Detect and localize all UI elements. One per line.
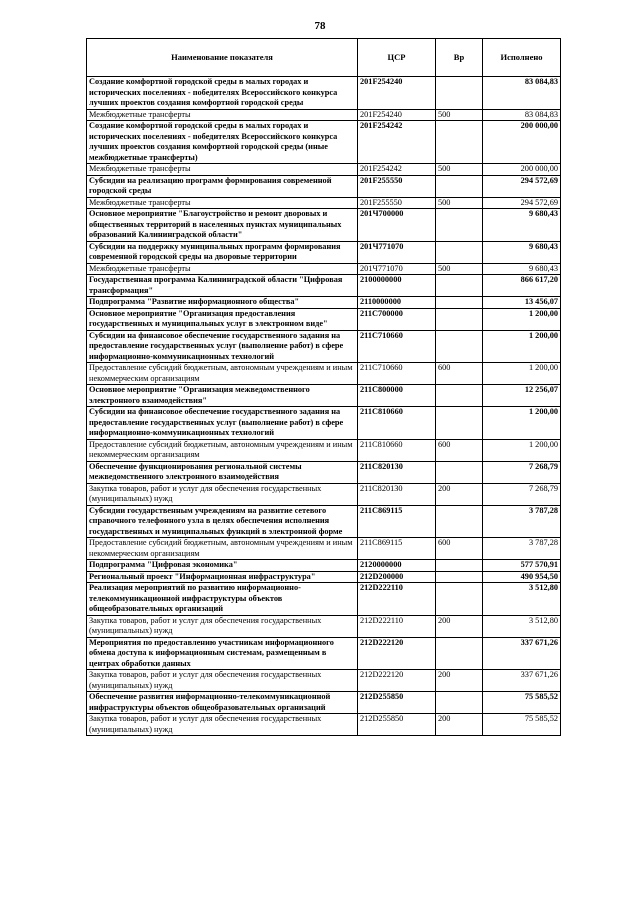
row-vr-cell bbox=[436, 275, 483, 297]
row-done-cell: 294 572,69 bbox=[483, 175, 561, 197]
row-name-cell: Обеспечение функционирования региональной системы межведомственного электронного взаимодействия bbox=[87, 461, 358, 483]
row-csr-cell: 212D255850 bbox=[358, 714, 436, 736]
row-done-cell: 1 200,00 bbox=[483, 330, 561, 363]
header-name: Наименование показателя bbox=[87, 39, 358, 77]
row-name-cell: Предоставление субсидий бюджетным, автономным учреждениям и иным некоммерческим организациям bbox=[87, 439, 358, 461]
table-row bbox=[87, 483, 561, 505]
row-done-cell: 3 512,80 bbox=[483, 615, 561, 637]
row-vr-cell bbox=[436, 121, 483, 164]
row-done-cell: 3 787,28 bbox=[483, 505, 561, 538]
row-vr-cell bbox=[436, 241, 483, 263]
row-name-cell: Создание комфортной городской среды в малых городах и исторических поселениях - победителях Всероссийского конкурса лучших проектов создания комфортной городской среды (иные межбюджетные трансферты) bbox=[87, 121, 358, 164]
table-row bbox=[87, 615, 561, 637]
row-vr-cell: 200 bbox=[436, 615, 483, 637]
row-csr-cell: 201F254240 bbox=[358, 109, 436, 121]
table-row bbox=[87, 505, 561, 538]
table-row bbox=[87, 175, 561, 197]
row-vr-cell bbox=[436, 583, 483, 616]
row-vr-cell bbox=[436, 175, 483, 197]
table-row bbox=[87, 461, 561, 483]
row-csr-cell: 201Ч771070 bbox=[358, 263, 436, 275]
row-done-cell: 1 200,00 bbox=[483, 439, 561, 461]
row-vr-cell: 200 bbox=[436, 483, 483, 505]
table-row bbox=[87, 670, 561, 692]
row-csr-cell: 211С810660 bbox=[358, 407, 436, 440]
table-row bbox=[87, 439, 561, 461]
table-row bbox=[87, 164, 561, 176]
row-done-cell: 577 570,91 bbox=[483, 560, 561, 572]
row-done-cell: 13 456,07 bbox=[483, 297, 561, 309]
row-name-cell: Предоставление субсидий бюджетным, автономным учреждениям и иным некоммерческим организациям bbox=[87, 363, 358, 385]
table-row bbox=[87, 385, 561, 407]
row-vr-cell: 500 bbox=[436, 109, 483, 121]
row-done-cell: 3 787,28 bbox=[483, 538, 561, 560]
table-row bbox=[87, 209, 561, 242]
table-row bbox=[87, 637, 561, 670]
row-csr-cell: 211С810660 bbox=[358, 439, 436, 461]
row-csr-cell: 211С820130 bbox=[358, 483, 436, 505]
table-row bbox=[87, 692, 561, 714]
row-csr-cell: 212D222120 bbox=[358, 670, 436, 692]
table-row bbox=[87, 109, 561, 121]
table-row bbox=[87, 571, 561, 583]
row-name-cell: Межбюджетные трансферты bbox=[87, 164, 358, 176]
row-csr-cell: 212D255850 bbox=[358, 692, 436, 714]
row-vr-cell: 600 bbox=[436, 439, 483, 461]
header-done: Исполнено bbox=[483, 39, 561, 77]
row-csr-cell: 201F254242 bbox=[358, 121, 436, 164]
row-vr-cell bbox=[436, 461, 483, 483]
row-name-cell: Основное мероприятие "Благоустройство и ремонт дворовых и общественных территорий в населенных пунктах муниципальных образований Калининградской области" bbox=[87, 209, 358, 242]
row-name-cell: Межбюджетные трансферты bbox=[87, 197, 358, 209]
row-done-cell: 9 680,43 bbox=[483, 241, 561, 263]
row-vr-cell: 500 bbox=[436, 263, 483, 275]
table-row bbox=[87, 263, 561, 275]
row-name-cell: Подпрограмма "Цифровая экономика" bbox=[87, 560, 358, 572]
row-done-cell: 1 200,00 bbox=[483, 308, 561, 330]
table-row bbox=[87, 407, 561, 440]
row-vr-cell bbox=[436, 308, 483, 330]
row-vr-cell bbox=[436, 407, 483, 440]
row-csr-cell: 2100000000 bbox=[358, 275, 436, 297]
row-vr-cell: 200 bbox=[436, 714, 483, 736]
row-done-cell: 75 585,52 bbox=[483, 714, 561, 736]
row-vr-cell: 600 bbox=[436, 538, 483, 560]
row-name-cell: Мероприятия по предоставлению участникам информационного обмена доступа к информационным системам, размещенным в центрах обработки данных bbox=[87, 637, 358, 670]
row-name-cell: Обеспечение развития информационно-телекоммуникационной инфраструктуры объектов общеобразовательных организаций bbox=[87, 692, 358, 714]
page-number: 78 bbox=[314, 20, 326, 32]
row-csr-cell: 201F254240 bbox=[358, 77, 436, 110]
table-row bbox=[87, 538, 561, 560]
table-row bbox=[87, 121, 561, 164]
row-csr-cell: 212D222110 bbox=[358, 583, 436, 616]
row-vr-cell bbox=[436, 77, 483, 110]
row-vr-cell: 200 bbox=[436, 670, 483, 692]
row-vr-cell bbox=[436, 385, 483, 407]
row-name-cell: Закупка товаров, работ и услуг для обеспечения государственных (муниципальных) нужд bbox=[87, 670, 358, 692]
row-done-cell: 200 000,00 bbox=[483, 164, 561, 176]
row-name-cell: Межбюджетные трансферты bbox=[87, 109, 358, 121]
row-csr-cell: 201Ч700000 bbox=[358, 209, 436, 242]
header-csr: ЦСР bbox=[358, 39, 436, 77]
table-header-row bbox=[87, 39, 561, 77]
budget-execution-table bbox=[86, 38, 561, 736]
row-vr-cell: 600 bbox=[436, 363, 483, 385]
row-done-cell: 12 256,07 bbox=[483, 385, 561, 407]
table-row bbox=[87, 583, 561, 616]
row-csr-cell: 211С710660 bbox=[358, 363, 436, 385]
row-done-cell: 83 084,83 bbox=[483, 77, 561, 110]
row-done-cell: 75 585,52 bbox=[483, 692, 561, 714]
table-row bbox=[87, 714, 561, 736]
row-csr-cell: 201F255550 bbox=[358, 175, 436, 197]
row-csr-cell: 212D222110 bbox=[358, 615, 436, 637]
row-vr-cell bbox=[436, 571, 483, 583]
row-vr-cell bbox=[436, 505, 483, 538]
row-name-cell: Региональный проект "Информационная инфраструктура" bbox=[87, 571, 358, 583]
table-row bbox=[87, 241, 561, 263]
row-vr-cell bbox=[436, 209, 483, 242]
row-name-cell: Подпрограмма "Развитие информационного общества" bbox=[87, 297, 358, 309]
row-vr-cell bbox=[436, 637, 483, 670]
row-csr-cell: 201Ч771070 bbox=[358, 241, 436, 263]
row-name-cell: Субсидии на финансовое обеспечение государственного задания на предоставление государственных услуг (выполнение работ) в сфере информационно-коммуникационных технологий bbox=[87, 407, 358, 440]
row-vr-cell bbox=[436, 692, 483, 714]
table-body bbox=[87, 77, 561, 736]
row-name-cell: Субсидии на финансовое обеспечение государственного задания на предоставление государственных услуг (выполнение работ) в сфере информационно-коммуникационных технологий bbox=[87, 330, 358, 363]
row-done-cell: 294 572,69 bbox=[483, 197, 561, 209]
table-row bbox=[87, 363, 561, 385]
table-row bbox=[87, 197, 561, 209]
row-csr-cell: 211С800000 bbox=[358, 385, 436, 407]
row-name-cell: Реализация мероприятий по развитию информационно-телекоммуникационной инфраструктуры объектов общеобразовательных организаций bbox=[87, 583, 358, 616]
row-name-cell: Закупка товаров, работ и услуг для обеспечения государственных (муниципальных) нужд bbox=[87, 483, 358, 505]
table-row bbox=[87, 560, 561, 572]
row-vr-cell bbox=[436, 330, 483, 363]
row-csr-cell: 212D222120 bbox=[358, 637, 436, 670]
table-row bbox=[87, 275, 561, 297]
row-vr-cell: 500 bbox=[436, 164, 483, 176]
row-name-cell: Основное мероприятие "Организация межведомственного электронного взаимодействия" bbox=[87, 385, 358, 407]
table-row bbox=[87, 297, 561, 309]
row-done-cell: 337 671,26 bbox=[483, 637, 561, 670]
row-csr-cell: 201F254242 bbox=[358, 164, 436, 176]
row-done-cell: 7 268,79 bbox=[483, 461, 561, 483]
row-csr-cell: 211С869115 bbox=[358, 538, 436, 560]
row-csr-cell: 2120000000 bbox=[358, 560, 436, 572]
row-csr-cell: 211С869115 bbox=[358, 505, 436, 538]
table-row bbox=[87, 308, 561, 330]
row-name-cell: Государственная программа Калининградской области "Цифровая трансформация" bbox=[87, 275, 358, 297]
row-vr-cell: 500 bbox=[436, 197, 483, 209]
row-done-cell: 200 000,00 bbox=[483, 121, 561, 164]
table-row bbox=[87, 77, 561, 110]
row-name-cell: Предоставление субсидий бюджетным, автономным учреждениям и иным некоммерческим организациям bbox=[87, 538, 358, 560]
row-csr-cell: 2110000000 bbox=[358, 297, 436, 309]
row-csr-cell: 212D200000 bbox=[358, 571, 436, 583]
row-done-cell: 7 268,79 bbox=[483, 483, 561, 505]
row-done-cell: 9 680,43 bbox=[483, 263, 561, 275]
row-name-cell: Закупка товаров, работ и услуг для обеспечения государственных (муниципальных) нужд bbox=[87, 714, 358, 736]
row-name-cell: Субсидии на реализацию программ формирования современной городской среды bbox=[87, 175, 358, 197]
row-name-cell: Основное мероприятие "Организация предоставления государственных и муниципальных услуг в электронном виде" bbox=[87, 308, 358, 330]
row-done-cell: 490 954,50 bbox=[483, 571, 561, 583]
row-csr-cell: 211С820130 bbox=[358, 461, 436, 483]
row-csr-cell: 211С700000 bbox=[358, 308, 436, 330]
row-done-cell: 1 200,00 bbox=[483, 407, 561, 440]
row-csr-cell: 201F255550 bbox=[358, 197, 436, 209]
row-done-cell: 1 200,00 bbox=[483, 363, 561, 385]
row-vr-cell bbox=[436, 297, 483, 309]
row-done-cell: 9 680,43 bbox=[483, 209, 561, 242]
row-done-cell: 83 084,83 bbox=[483, 109, 561, 121]
row-csr-cell: 211С710660 bbox=[358, 330, 436, 363]
row-name-cell: Создание комфортной городской среды в малых городах и исторических поселениях - победителях Всероссийского конкурса лучших проектов создания комфортной городской среды bbox=[87, 77, 358, 110]
row-name-cell: Субсидии на поддержку муниципальных программ формирования современной городской среды на дворовые территории bbox=[87, 241, 358, 263]
row-name-cell: Межбюджетные трансферты bbox=[87, 263, 358, 275]
row-name-cell: Субсидии государственным учреждениям на развитие сетевого справочного телефонного узла в целях обеспечения исполнения государственных и муниципальных функций в электронной форме bbox=[87, 505, 358, 538]
row-done-cell: 3 512,80 bbox=[483, 583, 561, 616]
row-name-cell: Закупка товаров, работ и услуг для обеспечения государственных (муниципальных) нужд bbox=[87, 615, 358, 637]
row-vr-cell bbox=[436, 560, 483, 572]
table-row bbox=[87, 330, 561, 363]
row-done-cell: 866 617,20 bbox=[483, 275, 561, 297]
row-done-cell: 337 671,26 bbox=[483, 670, 561, 692]
header-vr: Вр bbox=[436, 39, 483, 77]
